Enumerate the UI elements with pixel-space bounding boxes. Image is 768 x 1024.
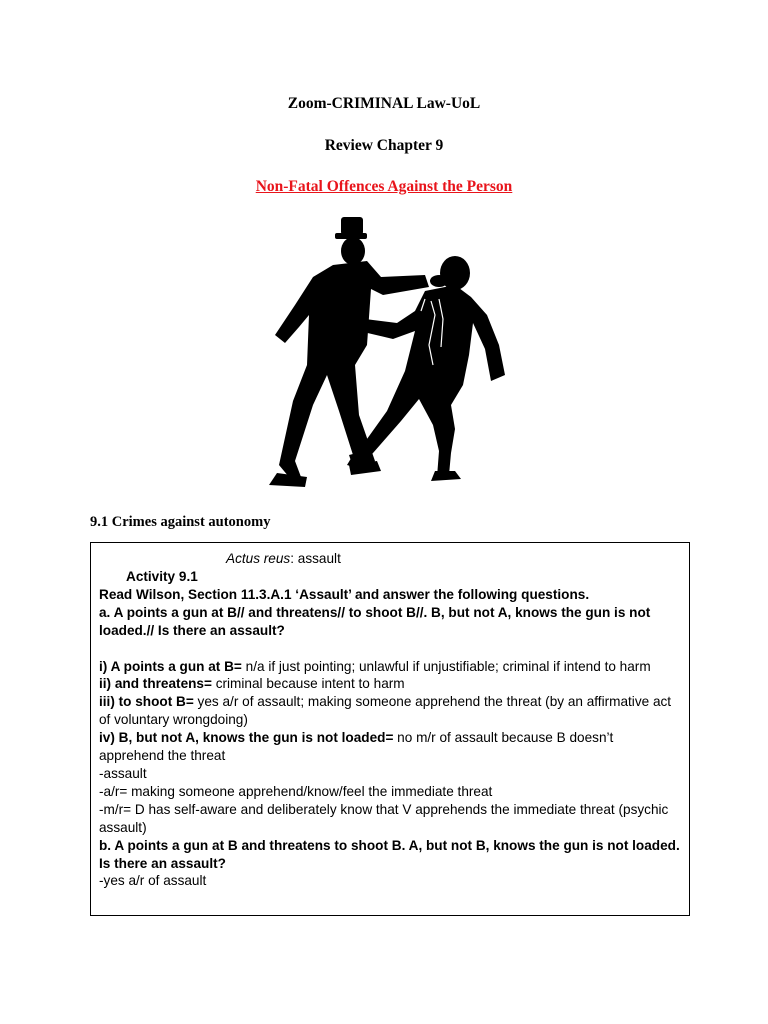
note-line: -a/r= making someone apprehend/know/feel the immediate threat: [99, 783, 493, 799]
instruction: Read Wilson, Section 11.3.A.1 ‘Assault’ and answer the following questions.: [99, 586, 590, 602]
chapter-title: Review Chapter 9: [324, 137, 444, 154]
question-b: b. A points a gun at B and threatens to shoot B. A, but not B, knows the gun is not loaded. Is there an assault?: [99, 837, 680, 871]
document-title: Zoom-CRIMINAL Law-UoL: [287, 95, 481, 112]
answer-item: iii) to shoot B= yes a/r of assault; making someone apprehend the threat (by an affirmative act of voluntary wrongdoing): [99, 694, 672, 728]
answer-item: i) A points a gun at B= n/a if just pointing; unlawful if unjustifiable; criminal if intend to harm: [99, 658, 651, 674]
topic-subtitle: Non-Fatal Offences Against the Person: [255, 178, 513, 195]
activity-box: [90, 542, 690, 916]
note-line: -assault: [99, 765, 147, 781]
question-a: a. A points a gun at B// and threatens// to shoot B//. B, but not A, knows the gun is not loaded.// Is there an assault?: [99, 604, 651, 638]
note-line: -m/r= D has self-aware and deliberately know that V apprehends the immediate threat (psychic assault): [99, 801, 669, 835]
fighting-silhouettes-illustration: [255, 215, 515, 495]
spacer: [99, 640, 681, 658]
actus-reus-line: [99, 550, 681, 568]
answer-item: ii) and threatens= criminal because intent to harm: [99, 676, 405, 692]
answer-item: iv) B, but not A, knows the gun is not loaded= no m/r of assault because B doesn’t apprehend the threat: [99, 730, 614, 764]
actus-reus-italic: Actus reus: [226, 551, 291, 566]
section-heading: 9.1 Crimes against autonomy: [90, 514, 271, 530]
actus-reus-rest: : assault: [290, 551, 341, 566]
answer-b: -yes a/r of assault: [99, 873, 207, 889]
activity-label: Activity 9.1: [126, 568, 198, 584]
